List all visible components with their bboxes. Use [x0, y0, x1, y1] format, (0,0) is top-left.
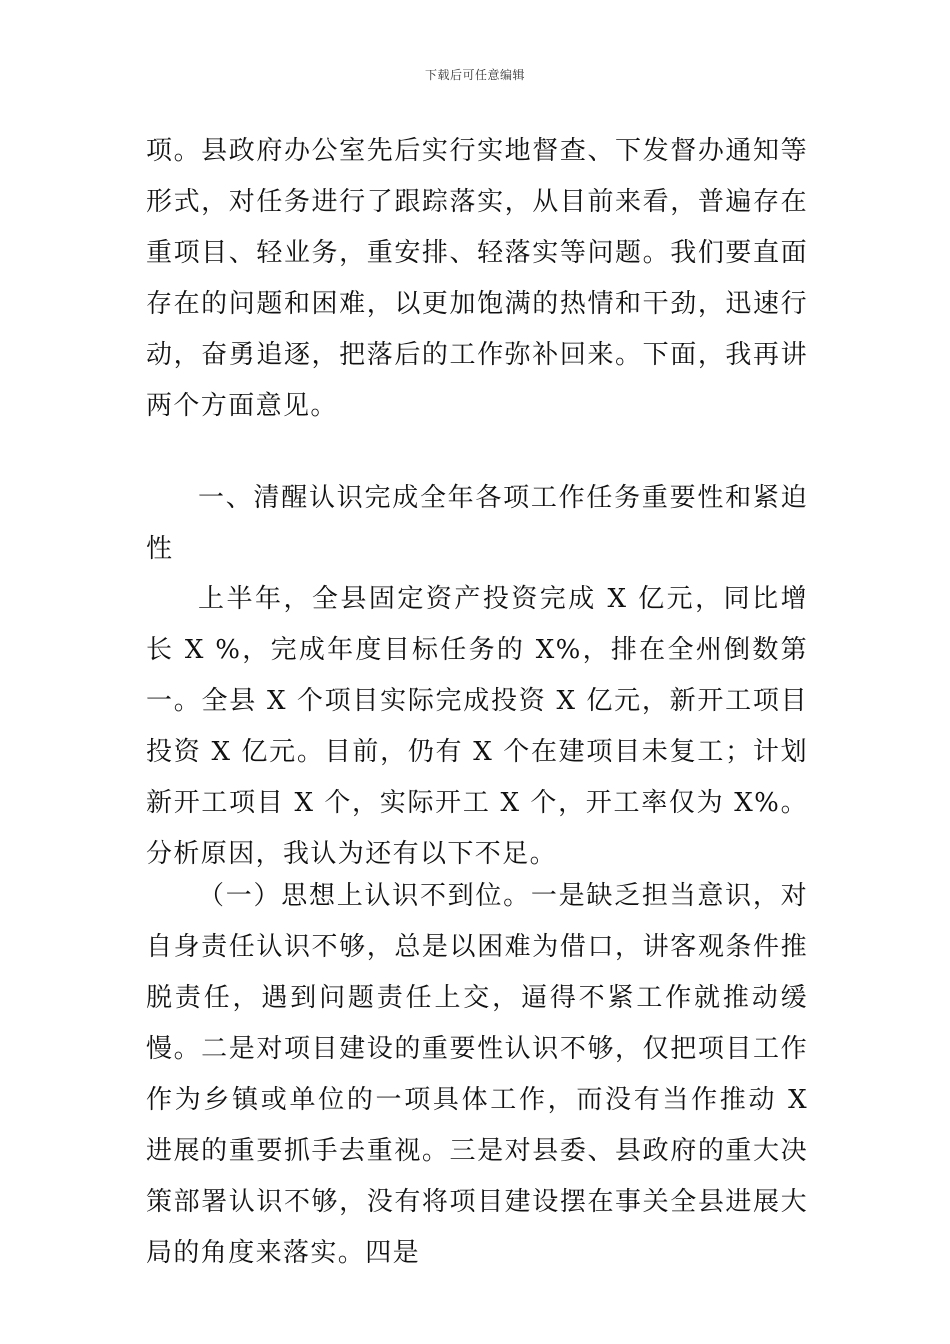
paragraph-2: 上半年，全县固定资产投资完成 X 亿元，同比增长 X %，完成年度目标任务的 X%，排在全州倒数第一。全县 X 个项目实际完成投资 X 亿元，新开工项目投资 X 亿元。目前，仍有 X 个在建项目未复工；计划新开工项目 X 个，实际开工 X 个，开工率仅为 X%。分析原因，我认为还有以下不足。 [146, 584, 808, 869]
paragraph-3: （一）思想上认识不到位。一是缺乏担当意识，对自身责任认识不够，总是以困难为借口，讲客观条件推脱责任，遇到问题责任上交，逼得不紧工作就推动缓慢。二是对项目建设的重要性认识不够，仅把项目工作作为乡镇或单位的一项具体工作，而没有当作推动 X 进展的重要抓手去重视。三是对县委、县政府的重大决策部署认识不够，没有将项目建设摆在事关全县进展大局的角度来落实。四是 [146, 881, 808, 1268]
page-header: 下载后可任意编辑 [424, 68, 525, 82]
section-heading: 一、清醒认识完成全年各项工作任务重要性和紧迫性 [146, 483, 808, 564]
paragraph-1: 项。县政府办公室先后实行实地督查、下发督办通知等形式，对任务进行了跟踪落实，从目前来看，普遍存在重项目、轻业务，重安排、轻落实等问题。我们要直面存在的问题和困难，以更加饱满的热情和干劲，迅速行动，奋勇追逐，把落后的工作弥补回来。下面，我再讲两个方面意见。 [146, 136, 808, 421]
